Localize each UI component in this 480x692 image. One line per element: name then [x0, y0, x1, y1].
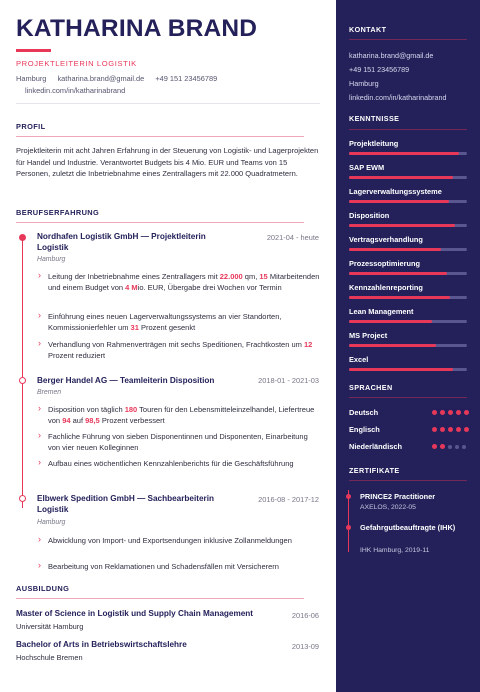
job-role: PROJEKTLEITERIN LOGISTIK — [16, 59, 137, 68]
profile-text: Projektleiterin mit acht Jahren Erfahrung in der Steuerung von Logistik- und Lagerprojekten für Handel und Industrie. Verantwortet Budgets bis 4 Mio. EUR und Teams von 15 Personen, zuletzt die Inbetriebnahme eines Zentrallagers mit 22.000 Quadratmetern. — [16, 146, 319, 178]
profile-heading: PROFIL — [16, 122, 46, 131]
job-bullet: › Aufbau eines wöchentlichen Kennzahlenberichts für die Geschäftsführung — [38, 458, 320, 469]
contact-heading: KONTAKT — [349, 25, 387, 34]
language-level-dot — [462, 445, 466, 449]
skill-name: Lagerverwaltungssysteme — [349, 187, 442, 196]
certificates-heading-line — [349, 480, 467, 481]
skills-heading-line — [349, 129, 467, 130]
skill-level-fill — [349, 296, 450, 299]
skill-level-fill — [349, 272, 447, 275]
job-location: Hamburg — [37, 519, 66, 526]
language-level-dot — [464, 410, 469, 415]
job-location: Bremen — [37, 389, 62, 396]
education-heading: AUSBILDUNG — [16, 584, 70, 593]
skill-name: MS Project — [349, 331, 388, 340]
skill-level-fill — [349, 248, 441, 251]
skill-level-bar — [349, 224, 467, 227]
contact-row — [16, 74, 226, 83]
sidebar — [336, 0, 480, 692]
degree-school: Universität Hamburg — [16, 622, 84, 631]
job-bullet: › Verhandlung von Rahmenverträgen mit sechs Speditionen, Frachtkosten um 12 Prozent reduziert — [38, 339, 320, 362]
job-date: 2021-04 - heute — [266, 233, 319, 242]
degree-date: 2016-06 — [291, 611, 319, 620]
sidebar-email[interactable]: katharina.brand@gmail.de — [349, 51, 434, 60]
certificate-title: Gefahrgutbeauftragte (IHK) — [360, 523, 456, 532]
language-name: Deutsch — [349, 408, 379, 417]
experience-timeline — [22, 240, 23, 508]
job-title: Elbwerk Spedition GmbH — Sachbearbeiterin Logistik — [37, 494, 214, 514]
certificate-issuer: IHK Hamburg, 2019-11 — [360, 547, 430, 554]
skill-name: SAP EWM — [349, 163, 385, 172]
skill-level-fill — [349, 200, 449, 203]
languages-heading-line — [349, 397, 467, 398]
skill-name: Prozessoptimierung — [349, 259, 421, 268]
skill-level-bar — [349, 368, 467, 371]
contact-phone[interactable]: +49 151 23456789 — [155, 74, 218, 83]
skill-level-bar — [349, 248, 467, 251]
job-bullet: › Disposition von täglich 180 Touren für den Lebensmitteleinzelhandel, Liefertreue von 94 auf 98,5 Prozent verbessert — [38, 404, 320, 427]
skill-level-bar — [349, 176, 467, 179]
skill-level-bar — [349, 152, 467, 155]
language-level-dot — [432, 427, 437, 432]
timeline-dot — [19, 495, 26, 502]
language-name: Englisch — [349, 425, 380, 434]
job-date: 2016-08 - 2017-12 — [258, 495, 319, 504]
degree-title: Master of Science in Logistik und Supply Chain Management — [16, 609, 254, 618]
language-level-dots — [432, 444, 466, 450]
experience-heading-line — [16, 222, 304, 223]
language-level-dot — [455, 445, 459, 449]
skill-level-bar — [349, 296, 467, 299]
skill-level-bar — [349, 272, 467, 275]
profile-heading-line — [16, 136, 304, 137]
contact-city: Hamburg — [16, 74, 47, 83]
degree-date: 2013-09 — [291, 642, 319, 651]
sidebar-city: Hamburg — [349, 79, 379, 88]
timeline-dot — [19, 234, 26, 241]
timeline-dot — [19, 377, 26, 384]
languages-heading: SPRACHEN — [349, 383, 393, 392]
degree-school: Hochschule Bremen — [16, 653, 83, 662]
skill-name: Kennzahlenreporting — [349, 283, 423, 292]
skill-level-bar — [349, 344, 467, 347]
certificates-heading: ZERTIFIKATE — [349, 466, 400, 475]
skill-name: Projektleitung — [349, 139, 399, 148]
language-level-dot — [456, 410, 461, 415]
language-level-dots — [432, 410, 469, 416]
job-date: 2018-01 - 2021-03 — [258, 376, 319, 385]
certificates-timeline — [348, 490, 349, 552]
skill-name: Disposition — [349, 211, 390, 220]
skill-level-fill — [349, 344, 436, 347]
degree-title: Bachelor of Arts in Betriebswirtschaftslehre — [16, 640, 187, 649]
contact-heading-line — [349, 39, 467, 40]
language-name: Niederländisch — [349, 442, 402, 451]
certificate-issuer: AXELOS, 2022-05 — [360, 504, 416, 511]
name-underline — [16, 49, 51, 52]
job-bullet: › Abwicklung von Import- und Exportsendungen inklusive Zollanmeldungen — [38, 535, 320, 546]
language-level-dot — [432, 410, 437, 415]
skill-level-fill — [349, 368, 453, 371]
skill-level-bar — [349, 200, 467, 203]
job-bullet: › Fachliche Führung von sieben Disponentinnen und Disponenten, Einarbeitung von vier neuen Kolleginnen — [38, 431, 320, 454]
certificate-dot — [346, 494, 351, 499]
skill-level-fill — [349, 152, 459, 155]
language-level-dot — [456, 427, 461, 432]
skill-level-fill — [349, 176, 453, 179]
skill-level-bar — [349, 320, 467, 323]
language-level-dot — [440, 444, 445, 449]
language-level-dot — [432, 444, 437, 449]
language-level-dot — [448, 410, 453, 415]
job-bullet: › Bearbeitung von Reklamationen und Schadensfällen mit Versicherern — [38, 561, 320, 572]
header-divider — [16, 103, 320, 104]
job-bullet: › Einführung eines neuen Lagerverwaltungssystems an vier Standorten, Kommissionierfehler um 31 Prozent gesenkt — [38, 311, 320, 334]
skills-heading: KENNTNISSE — [349, 114, 400, 123]
contact-linkedin[interactable]: linkedin.com/in/katharinabrand — [25, 86, 126, 95]
job-bullet: › Leitung der Inbetriebnahme eines Zentrallagers mit 22.000 qm, 15 Mitarbeitenden und einem Budget von 4 Mio. EUR, Übergabe drei Wochen vor Termin — [38, 271, 320, 294]
language-level-dot — [448, 427, 453, 432]
skill-level-fill — [349, 224, 455, 227]
language-level-dot — [464, 427, 469, 432]
language-level-dot — [440, 410, 445, 415]
language-level-dots — [432, 427, 469, 433]
certificate-title: PRINCE2 Practitioner — [360, 492, 436, 501]
skill-name: Vertragsverhandlung — [349, 235, 423, 244]
language-level-dot — [448, 445, 452, 449]
skill-name: Excel — [349, 355, 369, 364]
skill-level-fill — [349, 320, 432, 323]
education-heading-line — [16, 598, 304, 599]
sidebar-linkedin[interactable]: linkedin.com/in/katharinabrand — [349, 93, 447, 102]
skill-name: Lean Management — [349, 307, 414, 316]
sidebar-phone[interactable]: +49 151 23456789 — [349, 65, 410, 74]
language-level-dot — [440, 427, 445, 432]
candidate-name: KATHARINA BRAND — [16, 15, 258, 42]
contact-email[interactable]: katharina.brand@gmail.de — [57, 74, 145, 83]
job-title: Berger Handel AG — Teamleiterin Disposition — [37, 376, 215, 385]
job-title: Nordhafen Logistik GmbH — Projektleiterin Logistik — [37, 232, 206, 252]
certificate-dot — [346, 525, 351, 530]
job-location: Hamburg — [37, 256, 66, 263]
experience-heading: BERUFSERFAHRUNG — [16, 208, 100, 217]
